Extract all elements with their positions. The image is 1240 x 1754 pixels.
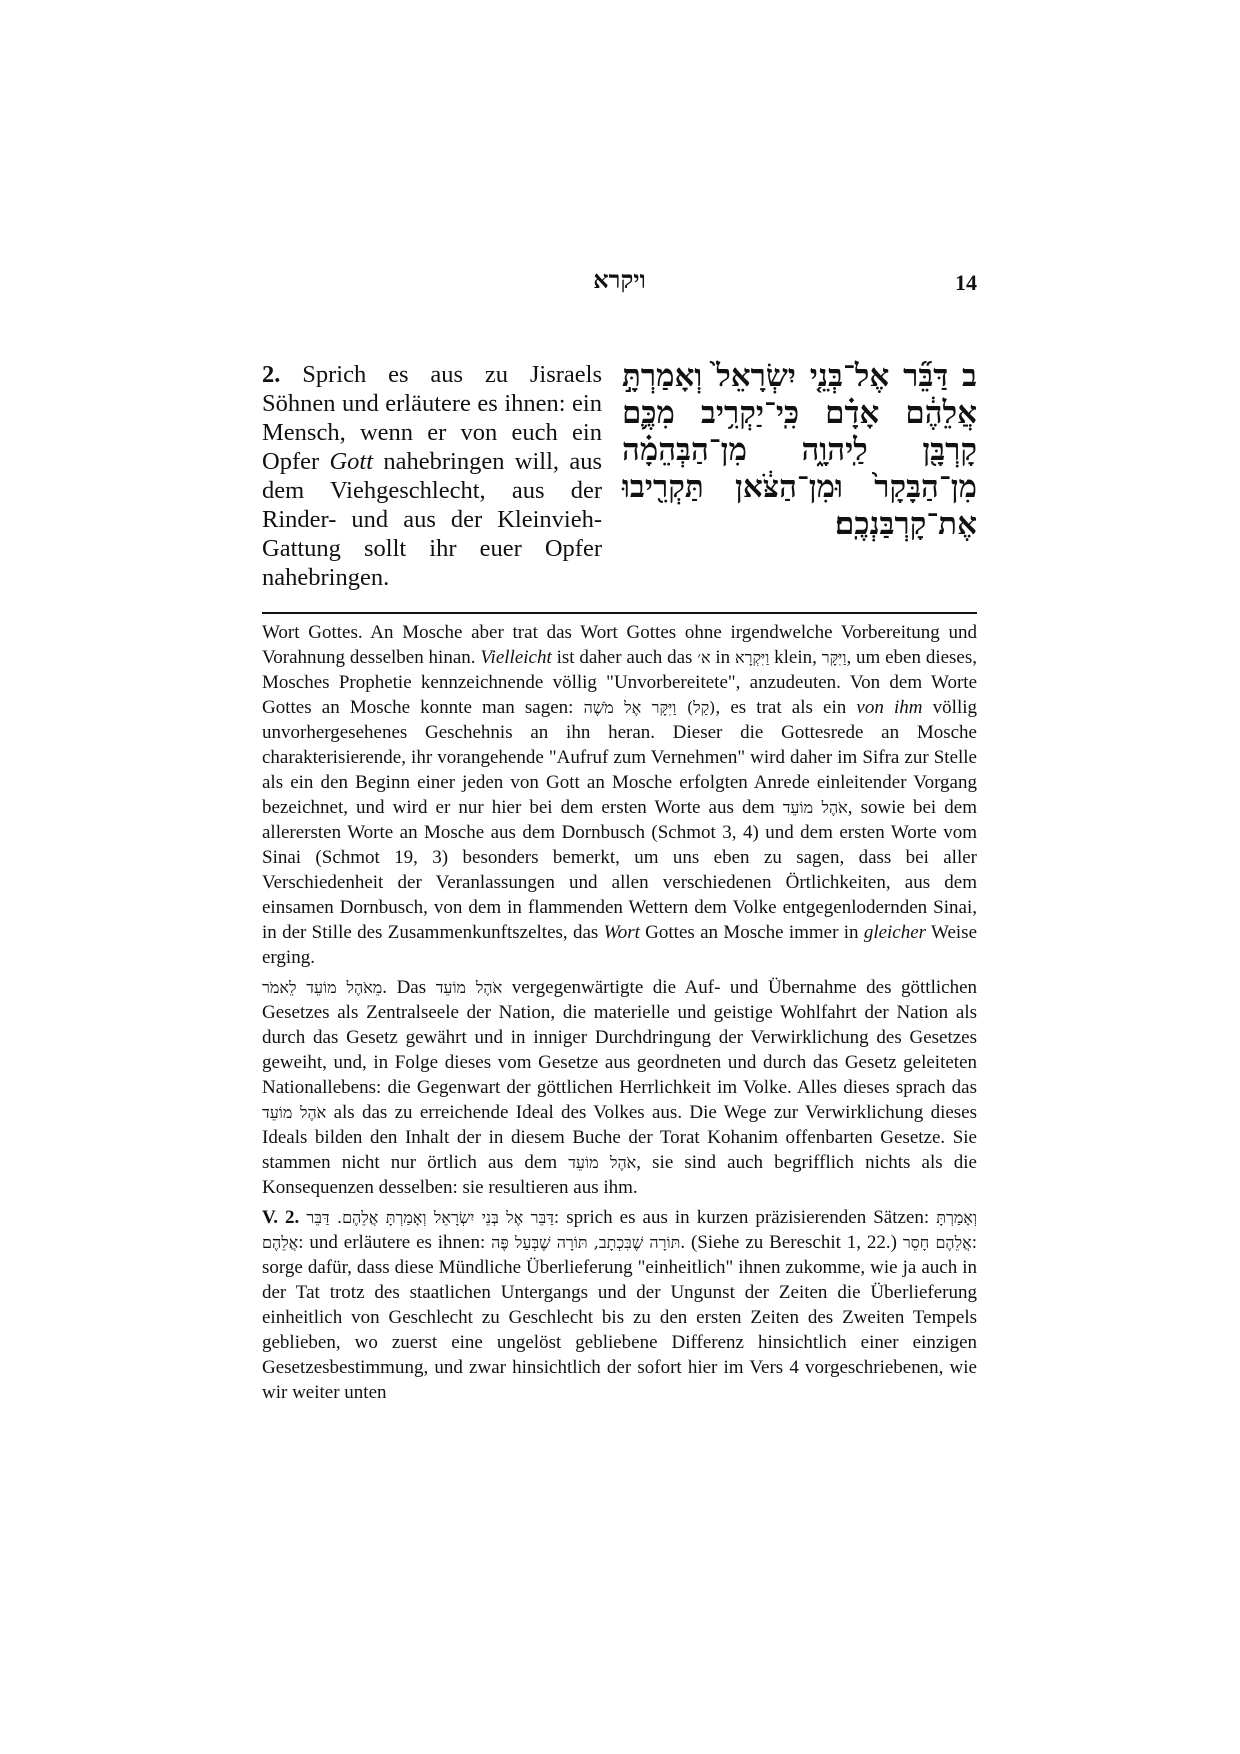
text: : und erläutere es ihnen: bbox=[298, 1232, 492, 1253]
hebrew-term: אֹהֶל מוֹעֵד bbox=[568, 1153, 637, 1172]
commentary-paragraph-2 bbox=[262, 975, 977, 1200]
hebrew-term: אֲלֵהֶם חָסֵר bbox=[902, 1233, 972, 1252]
text: . Das bbox=[382, 977, 436, 998]
hebrew-term: אֹהֶל מוֹעֵד bbox=[262, 1103, 327, 1122]
text: : sorge dafür, dass diese Mündliche Überlieferung "einheitlich" ihnen zukomme, wie ja auch in der Tat trotz des staatlichen Untergangs und der Ungunst der Zeiten die Überlieferung einheitlich von Geschlecht zu Geschlecht bis zu den ersten Zeiten des Zweiten Tempels geblieben, wo zuerst eine ungelöst gebliebene Differenz hinsichtlich einer einzigen Gesetzesbestimmung, und zwar hinsichtlich der sofort hier im Vers 4 vorgeschriebenen, wie wir weiter unten bbox=[262, 1232, 977, 1403]
hebrew-term: א׳ bbox=[697, 648, 711, 667]
text: : sprich es aus in kurzen präzisierenden Sätzen: bbox=[553, 1207, 937, 1228]
text: Wort Gottes. An Mosche aber trat das Wort Gottes ohne irgendwelche Vorbereitung und Vorahnung desselben hinan. bbox=[262, 622, 977, 668]
emphasis: Vielleicht bbox=[480, 647, 552, 668]
hebrew-term: וְאָמַרְתָּ אֲלֵהֶם bbox=[262, 1208, 977, 1252]
text: in bbox=[710, 647, 735, 668]
text: ist daher auch das bbox=[551, 647, 698, 668]
page-number: 14 bbox=[955, 270, 977, 295]
verse-number: 2. bbox=[262, 361, 281, 388]
hebrew-term: וַיִּקָּר bbox=[821, 648, 847, 667]
commentary-paragraph-3 bbox=[262, 1205, 977, 1405]
hebrew-term: אֹהֶל מוֹעֵד bbox=[435, 978, 503, 997]
german-emphasis-gott: Gott bbox=[329, 448, 374, 475]
text: . (Siehe zu Bereschit 1, 22.) bbox=[680, 1232, 903, 1253]
page-header bbox=[262, 268, 977, 308]
commentary-paragraph-1 bbox=[262, 620, 977, 970]
hebrew-term: וַיִּקְרָא bbox=[735, 648, 770, 667]
hebrew-term: (קַל) וַיִּקָּר אֶל מֹשֶׁה bbox=[583, 698, 716, 717]
book-title: ויקרא bbox=[593, 268, 646, 294]
hebrew-term: תּוֹרָה שֶׁבִּכְתָב, תּוֹרָה שֶׁבְּעַל פֶּה bbox=[491, 1233, 681, 1252]
text: , es trat als ein bbox=[715, 697, 857, 718]
verse-label: V. 2. bbox=[262, 1207, 300, 1228]
hebrew-term: אֹהֶל מוֹעֵד bbox=[782, 798, 848, 817]
text: , um eben dieses, Mosches Prophetie kennzeichnende völlig "Unvorbereitete", anzudeuten. Von dem Worte Gottes an Mosche konnte man sagen: bbox=[262, 647, 978, 718]
hebrew-term: דַּבֵּר אֶל בְּנֵי יִשְׂרָאֵל וְאָמַרְתָּ אֲלֵהֶם. דַּבֵּר bbox=[306, 1208, 554, 1227]
text: Gottes an Mosche immer in bbox=[639, 922, 864, 943]
german-text-2: nahebringen will, aus dem Viehgeschlecht, aus der Rinder- und aus der Kleinvieh-Gattung sollt ihr euer Opfer nahebringen. bbox=[262, 448, 602, 591]
text: Weise erging. bbox=[262, 922, 977, 968]
german-translation bbox=[262, 360, 602, 592]
emphasis: gleicher bbox=[863, 922, 927, 943]
emphasis: Wort bbox=[603, 922, 640, 943]
text: klein, bbox=[769, 647, 822, 668]
emphasis: von ihm bbox=[856, 697, 923, 718]
german-text-1: Sprich es aus zu Jisraels Söhnen und erläutere es ihnen: ein Mensch, wenn er von euch ein Opfer bbox=[262, 361, 602, 475]
text: als das zu erreichende Ideal des Volkes aus. Die Wege zur Verwirklichung dieses Ideals bilden den Inhalt der in diesem Buche der Torat Kohanim offenbarten Gesetze. Sie stammen nicht nur örtlich aus dem bbox=[262, 1102, 977, 1173]
text: , sowie bei dem allerersten Worte an Mosche aus dem Dornbusch (Schmot 3, 4) und dem ersten Worte vom Sinai (Schmot 19, 3) besonders bemerkt, um uns eben zu sagen, dass bei aller Verschiedenheit der Veranlassungen und allen verschiedenen Örtlichkeiten, aus dem einsamen Dornbusch, von dem in flammenden Wettern dem Volke entgegenlodernden Sinai, in der Stille des Zusammenkunftszeltes, das bbox=[262, 797, 977, 943]
text: vergegenwärtigte die Auf- und Übernahme des göttlichen Gesetzes als Zentralseele der Nation, die materielle und geistige Wohlfahrt der Nation als durch das Gesetz gewährt und in inniger Durchdringung der Verwirklichung des Gesetzes geweiht, und, in Folge dieses vom Gesetze aus geordneten und durch das Gesetz geleiteten Nationallebens: die Gegenwart der göttlichen Herrlichkeit im Volke. Alles dieses sprach das bbox=[262, 977, 977, 1098]
text: völlig unvorhergesehenes Geschehnis an ihn heran. Dieser die Gottesrede an Mosche charakterisierende, ihr vorangehende "Aufruf zum Vernehmen" wird daher im Sifra zur Stelle als ein den Beginn einer jeden von Gott an Mosche erfolgten Anrede einleitender Vorgang bezeichnet, und wird er nur hier bei dem ersten Worte aus dem bbox=[262, 697, 978, 818]
text: , sie sind auch begrifflich nichts als die Konsequenzen desselben: sie resultieren aus ihm. bbox=[262, 1152, 977, 1198]
divider-rule bbox=[262, 612, 977, 614]
verse-block bbox=[262, 360, 977, 600]
hebrew-term: מֵאֹהֶל מוֹעֵד לֵאמֹר bbox=[262, 978, 383, 997]
commentary bbox=[262, 620, 977, 1410]
hebrew-verse: ב דַּבֵּ֞ר אֶל־בְּנֵ֤י יִשְׂרָאֵל֙ וְאָמַרְתָּ֣ אֲלֵהֶ֔ם אָדָ֗ם כִּֽי־יַקְרִ֥יב מִכֶּ֛ם קָרְבָּ֖ן לַֽיהוָ֑ה מִן־הַבְּהֵמָ֗ה מִן־הַבָּקָר֙ וּמִן־הַצֹּ֔אן תַּקְרִ֖יבוּ אֶת־קָרְבַּנְכֶֽם׃ bbox=[622, 358, 977, 542]
